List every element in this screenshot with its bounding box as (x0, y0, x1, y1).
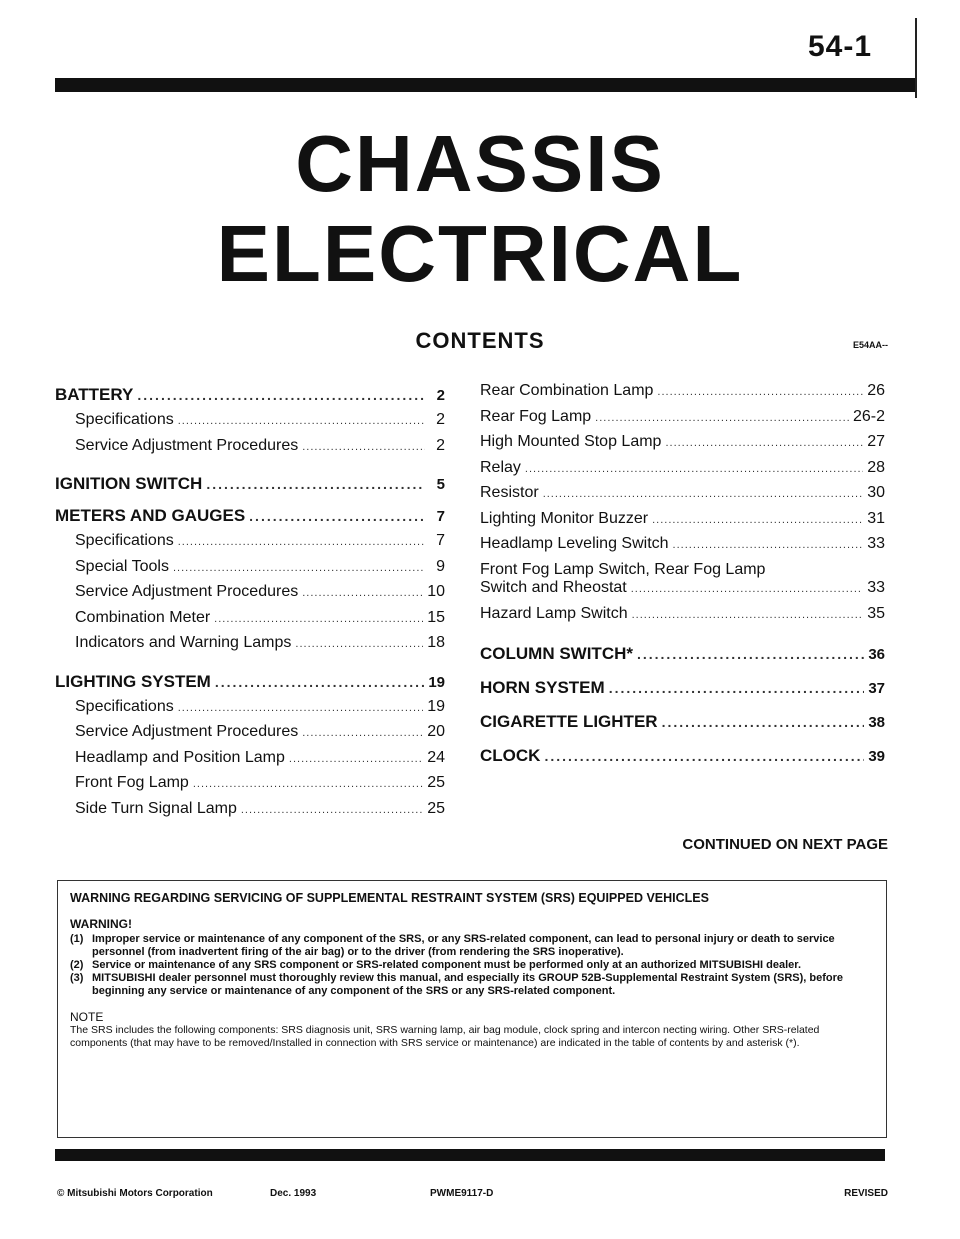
toc-page: 37 (868, 680, 885, 697)
toc-page: 25 (427, 774, 445, 791)
toc-page: 30 (867, 484, 885, 501)
toc-entry-label: Headlamp Leveling Switch (480, 535, 669, 552)
toc-entry-label: Side Turn Signal Lamp (75, 799, 237, 817)
toc-section-label: IGNITION SWITCH (55, 474, 203, 493)
toc-left-column (55, 385, 445, 825)
footer-doc-code: PWME9117-D (430, 1188, 494, 1199)
toc-page: 33 (867, 578, 885, 596)
toc-page: 2 (436, 411, 445, 428)
footer-status: REVISED (844, 1188, 888, 1199)
toc-page: 39 (868, 748, 885, 765)
contents-code: E54AA-- (852, 340, 888, 350)
toc-page: 20 (427, 723, 445, 740)
note-title: NOTE (70, 1010, 104, 1024)
footer-copyright: © Mitsubishi Motors Corporation (57, 1188, 213, 1199)
warning-item: (3) MITSUBISHI dealer personnel must thoroughly review this manual, and especially its GROUP 52B-Supplemental Restraint System (SRS), before beginning any service or maintenance of any component of the SRS or any SRS-related component. (70, 972, 844, 997)
toc-entry[interactable] (55, 411, 445, 437)
warning-item: (1) Improper service or maintenance of any component of the SRS, or any SRS-related component, can lead to personal injury or death to service personnel (from inadvertent firing of the air bag) or to the driver (from rendering the SRS inoperative). (70, 933, 835, 958)
toc-entry[interactable] (55, 723, 445, 749)
toc-page: 26-2 (852, 407, 885, 425)
toc-page: 5 (436, 476, 445, 493)
toc-section[interactable] (480, 644, 885, 664)
toc-page: 19 (427, 697, 445, 715)
srs-warning-box (57, 880, 887, 1138)
toc-entry-label: Indicators and Warning Lamps (75, 634, 292, 651)
toc-entry[interactable] (55, 800, 445, 826)
toc-entry-label: Relay (480, 458, 521, 476)
toc-entry[interactable] (55, 774, 445, 800)
toc-entry-label: Front Fog Lamp Switch, Rear Fog Lamp (480, 560, 766, 578)
toc-entry[interactable] (480, 605, 885, 631)
toc-entry-label: Service Adjustment Procedures (75, 723, 299, 740)
toc-section[interactable] (480, 746, 885, 766)
toc-page: 25 (427, 799, 445, 817)
toc-page: 35 (867, 604, 885, 622)
title-line-1: CHASSIS (295, 119, 665, 208)
toc-section[interactable] (55, 672, 445, 692)
toc-entry[interactable] (55, 583, 445, 609)
toc-entry[interactable] (480, 433, 885, 459)
toc-section-label: CIGARETTE LIGHTER (480, 712, 658, 731)
toc-entry-label: Front Fog Lamp (75, 774, 189, 791)
toc-entry-label: Specifications (75, 532, 174, 549)
toc-right-column (480, 382, 885, 772)
toc-page: 15 (427, 608, 445, 626)
bottom-rule (55, 1149, 885, 1161)
warning-heading: WARNING REGARDING SERVICING OF SUPPLEMENTAL RESTRAINT SYSTEM (SRS) EQUIPPED VEHICLES (70, 891, 709, 905)
toc-section[interactable] (480, 712, 885, 732)
toc-section-label: BATTERY (55, 385, 134, 404)
toc-section[interactable] (55, 385, 445, 405)
toc-page: 18 (427, 634, 445, 651)
toc-entry-label: Hazard Lamp Switch (480, 604, 628, 622)
toc-entry-label: Service Adjustment Procedures (75, 436, 299, 454)
warning-item: (2) Service or maintenance of any SRS component or SRS-related component must be performed only at an authorized MITSUBISHI dealer. (70, 959, 802, 971)
toc-entry-label: Lighting Monitor Buzzer (480, 509, 649, 527)
toc-page: 28 (867, 458, 885, 476)
margin-rule (915, 18, 917, 98)
toc-section-label: METERS AND GAUGES (55, 506, 246, 525)
toc-entry[interactable] (480, 561, 885, 598)
title-line-2: ELECTRICAL (216, 209, 744, 298)
toc-page: 9 (436, 557, 445, 575)
toc-entry[interactable] (55, 437, 445, 463)
toc-entry-label: Resistor (480, 484, 539, 501)
toc-entry-label: Rear Combination Lamp (480, 382, 654, 399)
toc-section-label: HORN SYSTEM (480, 678, 605, 697)
toc-entry-label: Combination Meter (75, 608, 211, 626)
note-text: The SRS includes the following components: SRS diagnosis unit, SRS warning lamp, air bag module, clock spring and intercon necting wiring. Other SRS-related components (that may have to be removed/Installed in connection with SRS service or maintenance) are indicated in the table of contents by and asterisk (*). (70, 1024, 820, 1049)
toc-page: 24 (427, 748, 445, 766)
toc-entry[interactable] (55, 609, 445, 635)
toc-entry[interactable] (480, 484, 885, 510)
toc-page: 31 (867, 509, 885, 527)
toc-entry[interactable] (480, 408, 885, 434)
toc-page: 33 (867, 535, 885, 552)
toc-entry-label: Service Adjustment Procedures (75, 583, 299, 600)
toc-section-label: CLOCK (480, 746, 541, 765)
toc-page: 27 (867, 433, 885, 450)
toc-section-label: COLUMN SWITCH* (480, 644, 633, 663)
toc-section-label: LIGHTING SYSTEM (55, 671, 211, 691)
top-rule (55, 78, 915, 92)
toc-page: 2 (436, 436, 445, 454)
toc-entry-label: Specifications (75, 697, 174, 715)
toc-entry-label: High Mounted Stop Lamp (480, 433, 662, 450)
toc-entry-label: Special Tools (75, 557, 169, 575)
toc-entry[interactable] (55, 634, 445, 660)
toc-entry-label: Switch and Rheostat (480, 578, 627, 596)
toc-page: 19 (428, 673, 445, 691)
warning-title: WARNING! (70, 917, 132, 931)
toc-page: 26 (867, 382, 885, 399)
toc-entry[interactable] (480, 382, 885, 408)
footer-date: Dec. 1993 (270, 1188, 317, 1199)
toc-section[interactable] (55, 474, 445, 494)
toc-page: 2 (436, 387, 445, 404)
toc-page: 10 (427, 583, 445, 600)
toc-entry[interactable] (55, 749, 445, 775)
toc-entry[interactable] (480, 510, 885, 536)
toc-page: 36 (868, 646, 885, 663)
contents-heading: CONTENTS (415, 328, 545, 353)
toc-section[interactable] (55, 506, 445, 526)
toc-entry-label: Headlamp and Position Lamp (75, 748, 285, 766)
toc-entry[interactable] (55, 698, 445, 724)
toc-entry-label: Rear Fog Lamp (480, 407, 592, 425)
toc-entry[interactable] (480, 459, 885, 485)
page-number: 54-1 (807, 30, 872, 63)
toc-section[interactable] (480, 678, 885, 698)
toc-entry[interactable] (480, 535, 885, 561)
toc-page: 7 (436, 532, 445, 549)
toc-entry-label: Specifications (75, 411, 174, 428)
toc-entry[interactable] (55, 558, 445, 584)
toc-page: 7 (436, 508, 445, 525)
toc-entry[interactable] (55, 532, 445, 558)
toc-page: 38 (868, 714, 885, 731)
continued-note: CONTINUED ON NEXT PAGE (682, 836, 888, 853)
